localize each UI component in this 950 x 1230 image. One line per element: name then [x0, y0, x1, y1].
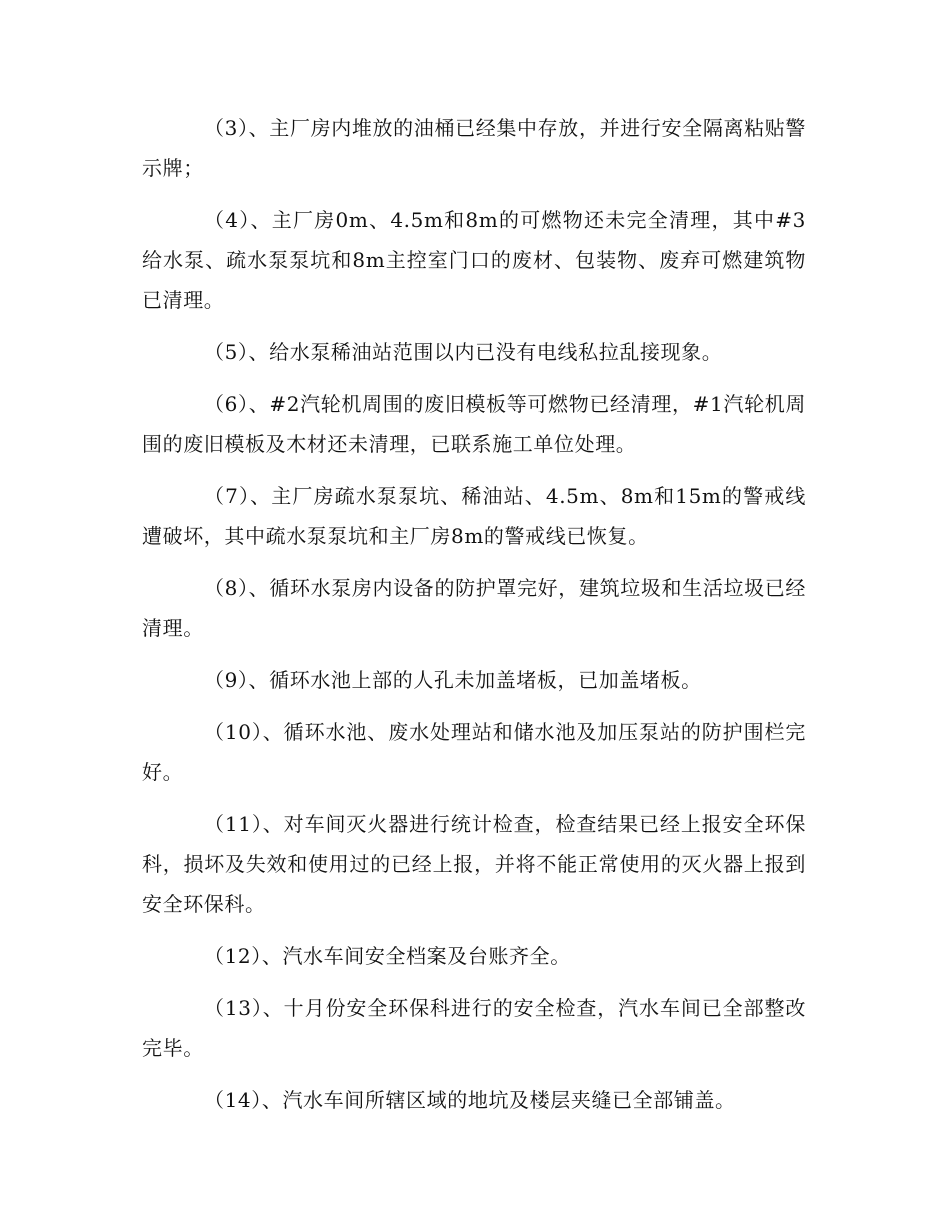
paragraph-8: （8）、循环水泵房内设备的防护罩完好，建筑垃圾和生活垃圾已经清理。 — [142, 576, 806, 640]
paragraph-6: （6）、#2汽轮机周围的废旧模板等可燃物已经清理，#1汽轮机周围的废旧模板及木材还未清理，已联系施工单位处理。 — [142, 392, 806, 456]
document-page — [142, 108, 806, 1132]
paragraph-12: （12）、汽水车间安全档案及台账齐全。 — [204, 944, 571, 968]
paragraph-14: （14）、汽水车间所辖区域的地坑及楼层夹缝已全部铺盖。 — [204, 1088, 736, 1112]
paragraph-4: （4）、主厂房0m、4.5m和8m的可燃物还未完全清理，其中#3给水泵、疏水泵泵坑和8m主控室门口的废材、包装物、废弃可燃建筑物已清理。 — [142, 208, 806, 312]
paragraph-13: （13）、十月份安全环保科进行的安全检查，汽水车间已全部整改完毕。 — [142, 996, 806, 1060]
paragraph-3: （3）、主厂房内堆放的油桶已经集中存放，并进行安全隔离粘贴警示牌； — [142, 116, 806, 180]
paragraph-11: （11）、对车间灭火器进行统计检查，检查结果已经上报安全环保科，损坏及失效和使用过的已经上报，并将不能正常使用的灭火器上报到安全环保科。 — [142, 812, 806, 916]
paragraph-10: （10）、循环水池、废水处理站和储水池及加压泵站的防护围栏完好。 — [142, 720, 806, 784]
paragraph-7: （7）、主厂房疏水泵泵坑、稀油站、4.5m、8m和15m的警戒线遭破坏，其中疏水泵泵坑和主厂房8m的警戒线已恢复。 — [142, 484, 806, 548]
paragraph-9: （9）、循环水池上部的人孔未加盖堵板，已加盖堵板。 — [204, 668, 702, 692]
paragraph-5: （5）、给水泵稀油站范围以内已没有电线私拉乱接现象。 — [204, 340, 723, 364]
